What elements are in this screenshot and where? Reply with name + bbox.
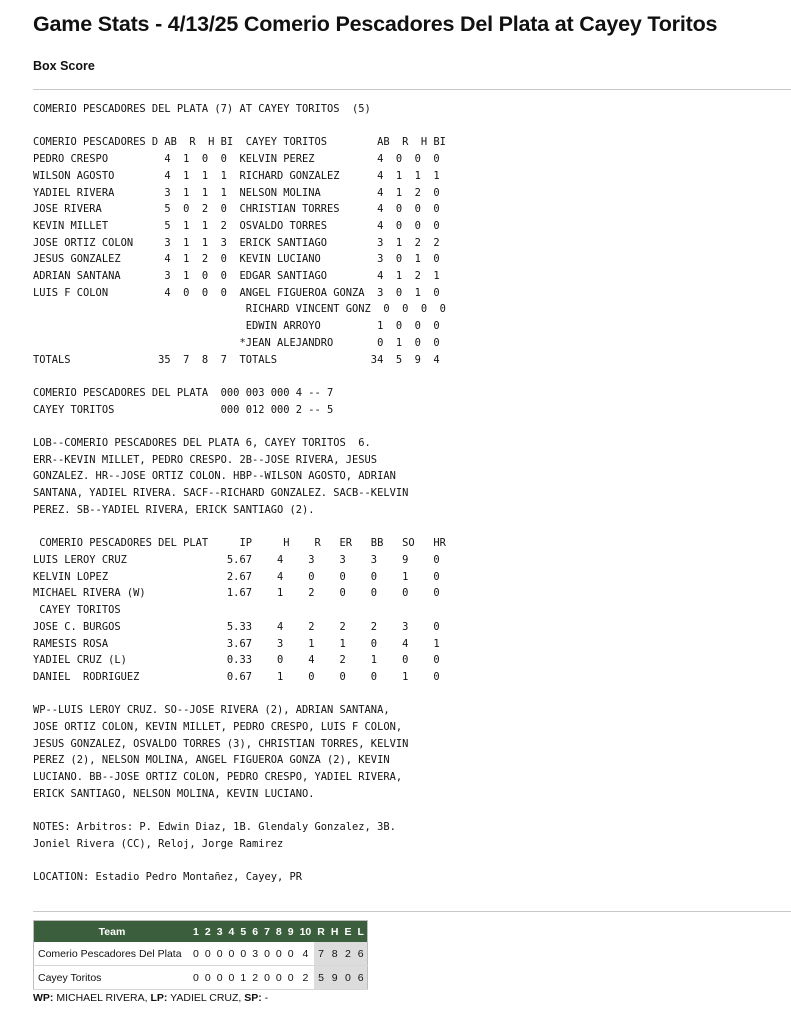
total-cell: 0: [341, 966, 354, 990]
inning-cell: 0: [285, 966, 297, 990]
inning-cell: 0: [273, 966, 285, 990]
header-cell: 3: [214, 921, 226, 943]
total-cell: 7: [314, 942, 328, 966]
page-title: Game Stats - 4/13/25 Comerio Pescadores Del Plata at Cayey Toritos: [33, 12, 718, 36]
section-heading-box-score: Box Score: [33, 59, 95, 73]
inning-cell: 2: [249, 966, 261, 990]
box-score-text: COMERIO PESCADORES DEL PLATA (7) AT CAYEY TORITOS (5) COMERIO PESCADORES D AB R H BI CAYEY TORITOS AB R H BI PEDRO CRESPO 4 1 0 0 KELVIN PEREZ 4 0 0 0 WILSON AGOSTO 4 1 1 1 RICHARD GONZALEZ 4 1 1 1 YADIEL RIVERA 3 1 1 1 NELSON MOLINA 4 1 2 0 JOSE RIVERA 5 0 2 0 CHRISTIAN TORRES 4 0 0 0 KEVIN MILLET 5 1 1 2 OSVALDO TORRES 4 0 0 0 JOSE ORTIZ COLON 3 1 1 3 ERICK SANTIAGO 3 1 2 2 JESUS GONZALEZ 4 1 2 0 KEVIN LUCIANO 3 0 1 0 ADRIAN SANTANA 3 1 0 0 EDGAR SANTIAGO 4 1 2 1 LUIS F COLON 4 0 0 0 ANGEL FIGUEROA GONZA 3 0 1 0 RICHARD VINCENT GONZ 0 0 0 0 EDWIN ARROYO 1 0 0 0 *JEAN ALEJANDRO 0 1 0 0 TOTALS 35 7 8 7 TOTALS 34 5 9 4 COMERIO PESCADORES DEL PLATA 000 003 000 4 -- 7 CAYEY TORITOS 000 012 000 2 -- 5 LOB--COMERIO PESCADORES DEL PLATA 6, CAYEY TORITOS 6. ERR--KEVIN MILLET, PEDRO CRESPO. 2B--JOSE RIVERA, JESUS GONZALEZ. HR--JOSE ORTIZ COLON. HBP--WILSON AGOSTO, ADRIAN SANTANA, YADIEL RIVERA. SACF--RICHARD GONZALEZ. SACB--KELVIN PEREZ. SB--YADIEL RIVERA, ERICK SANTIAGO (2). COMERIO PESCADORES DEL PLAT IP H R ER BB SO HR LUIS LEROY CRUZ 5.67 4 3 3 3 9 0 KELVIN LOPEZ 2.67 4 0 0 0 1 0 MICHAEL RIVERA (W) 1.67 1 2 0 0 0 0 CAYEY TORITOS JOSE C. BURGOS 5.33 4 2 2 2 3 0 RAMESIS ROSA 3.67 3 1 1 0 4 1 YADIEL CRUZ (L) 0.33 0 4 2 1 0 0 DANIEL RODRIGUEZ 0.67 1 0 0 0 1 0 WP--LUIS LEROY CRUZ. SO--JOSE RIVERA (2), ADRIAN SANTANA, JOSE ORTIZ COLON, KEVIN MILLET, PEDRO CRESPO, LUIS F COLON, JESUS GONZALEZ, OSVALDO TORRES (3), CHRISTIAN TORRES, KELVIN PEREZ (2), NELSON MOLINA, ANGEL FIGUEROA GONZA (2), KEVIN LUCIANO. BB--JOSE ORTIZ COLON, PEDRO CRESPO, YADIEL RIVERA, ERICK SANTIAGO, NELSON MOLINA, KEVIN LUCIANO. NOTES: Arbitros: P. Edwin Diaz, 1B. Glendaly Gonzalez, 3B. Joniel Rivera (CC), Reloj, Jorge Ramirez LOCATION: Estadio Pedro Montañez, Cayey, PR: [33, 103, 446, 884]
header-cell: 7: [261, 921, 273, 943]
sp-label: SP:: [244, 992, 262, 1004]
total-cell: 2: [341, 942, 354, 966]
inning-cell: 0: [273, 942, 285, 966]
wp-value: MICHAEL RIVERA,: [53, 992, 151, 1004]
total-cell: 9: [328, 966, 342, 990]
header-cell: L: [354, 921, 367, 943]
table-row: [34, 966, 368, 990]
inning-cell: 3: [249, 942, 261, 966]
header-cell: 2: [202, 921, 214, 943]
lp-label: LP:: [150, 992, 168, 1004]
header-cell: Team: [34, 921, 191, 943]
inning-cell: 0: [237, 942, 249, 966]
total-cell: 6: [354, 966, 367, 990]
header-cell: 4: [226, 921, 238, 943]
header-cell: 1: [190, 921, 202, 943]
divider-top: [33, 89, 791, 90]
linescore-table: [33, 920, 368, 990]
inning-cell: 0: [202, 942, 214, 966]
inning-cell: 0: [261, 966, 273, 990]
inning-cell: 2: [297, 966, 315, 990]
divider-bottom: [33, 911, 791, 912]
header-cell: E: [341, 921, 354, 943]
inning-cell: 0: [261, 942, 273, 966]
team-name: Comerio Pescadores Del Plata: [34, 942, 191, 966]
inning-cell: 0: [226, 942, 238, 966]
pitching-decisions: [33, 992, 268, 1004]
inning-cell: 0: [226, 966, 238, 990]
inning-cell: 4: [297, 942, 315, 966]
total-cell: 5: [314, 966, 328, 990]
inning-cell: 0: [285, 942, 297, 966]
inning-cell: 0: [214, 966, 226, 990]
sp-value: -: [261, 992, 269, 1004]
total-cell: 6: [354, 942, 367, 966]
team-name: Cayey Toritos: [34, 966, 191, 990]
inning-cell: 0: [190, 966, 202, 990]
total-cell: 8: [328, 942, 342, 966]
inning-cell: 0: [214, 942, 226, 966]
header-cell: 6: [249, 921, 261, 943]
header-cell: H: [328, 921, 342, 943]
wp-label: WP:: [33, 992, 54, 1004]
header-cell: 5: [237, 921, 249, 943]
inning-cell: 1: [237, 966, 249, 990]
linescore-header-row: [34, 921, 368, 943]
table-row: [34, 942, 368, 966]
header-cell: 10: [297, 921, 315, 943]
header-cell: 8: [273, 921, 285, 943]
header-cell: R: [314, 921, 328, 943]
header-cell: 9: [285, 921, 297, 943]
inning-cell: 0: [202, 966, 214, 990]
lp-value: YADIEL CRUZ,: [167, 992, 245, 1004]
inning-cell: 0: [190, 942, 202, 966]
